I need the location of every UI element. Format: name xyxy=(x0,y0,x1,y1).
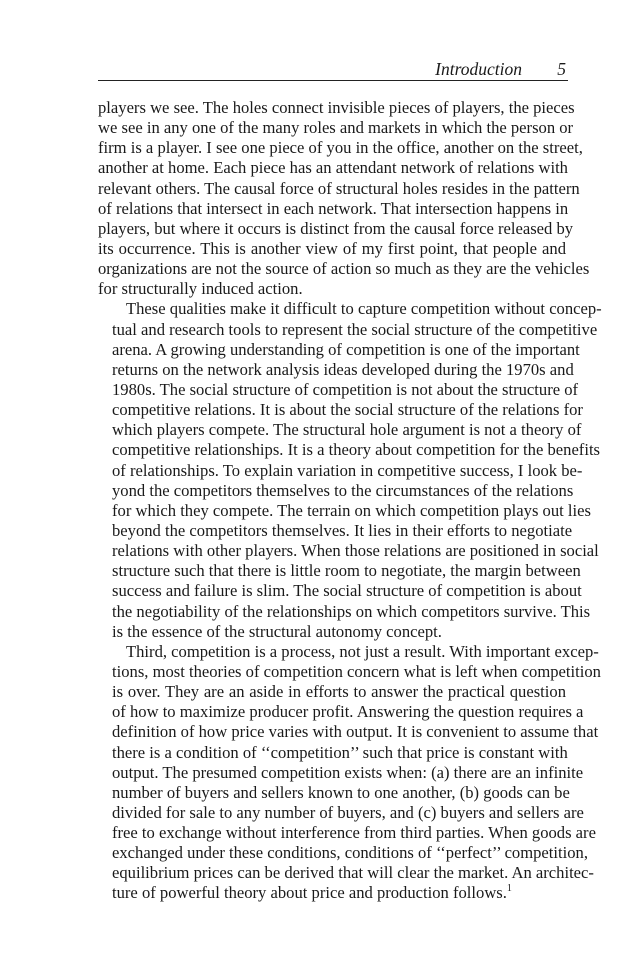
text-line: success and failure is slim. The social structure of competition is about xyxy=(112,581,582,601)
paragraph xyxy=(98,641,601,904)
text-line: its occurrence. This is another view of my first point, that people and xyxy=(98,238,566,258)
text-line: arena. A growing understanding of competition is one of the important xyxy=(112,339,580,359)
running-head-title: Introduction xyxy=(435,59,522,79)
text-line: another at home. Each piece has an attendant network of relations with xyxy=(98,158,568,178)
text-line: organizations are not the source of action so much as they are the vehicles xyxy=(98,259,590,279)
text-line: These qualities make it difficult to capture competition without concep- xyxy=(126,299,602,319)
text-line: there is a condition of ‘‘competition’’ such that price is constant with xyxy=(112,742,568,762)
paragraph xyxy=(98,98,590,299)
text-line: number of buyers and sellers known to one another, (b) goods can be xyxy=(112,782,570,802)
text-line: equilibrium prices can be derived that will clear the market. An architec- xyxy=(112,863,594,883)
text-line: the negotiability of the relationships on which competitors survive. This xyxy=(112,601,591,621)
text-line: returns on the network analysis ideas developed during the 1970s and xyxy=(112,359,574,379)
text-line: of relationships. To explain variation in competitive success, I look be- xyxy=(112,460,583,480)
footnote-marker[interactable]: 1 xyxy=(506,883,512,895)
text-line: beyond the competitors themselves. It lies in their efforts to negotiate xyxy=(112,520,573,540)
text-line: competitive relations. It is about the social structure of the relations for xyxy=(112,400,583,420)
text-line: divided for sale to any number of buyers, and (c) buyers and sellers are xyxy=(112,802,584,822)
text-line: free to exchange without interference from third parties. When goods are xyxy=(112,823,596,843)
text-line: tions, most theories of competition concern what is left when competition xyxy=(112,661,601,681)
text-line: definition of how price varies with output. It is convenient to assume that xyxy=(112,722,599,742)
text-line: relevant others. The causal force of structural holes resides in the pattern xyxy=(98,178,580,198)
text-line: firm is a player. I see one piece of you in the office, another on the street, xyxy=(98,138,583,158)
text-line: of relations that intersect in each network. That intersection happens in xyxy=(98,198,569,218)
paragraph xyxy=(98,299,602,641)
running-head xyxy=(98,58,568,82)
body-text xyxy=(98,98,602,904)
text-line: competitive relationships. It is a theory about competition for the benefits xyxy=(112,440,601,460)
text-line: players, but where it occurs is distinct from the causal force released by xyxy=(98,218,574,238)
text-line: relations with other players. When those relations are positioned in social xyxy=(112,541,599,561)
text-line: which players compete. The structural hole argument is not a theory of xyxy=(112,420,582,440)
text-line: output. The presumed competition exists when: (a) there are an infinite xyxy=(112,762,584,782)
text-line: we see in any one of the many roles and markets in which the person or xyxy=(98,118,574,138)
text-line: for which they compete. The terrain on which competition plays out lies xyxy=(112,500,591,520)
text-line: is over. They are an aside in efforts to answer the practical question xyxy=(112,682,566,702)
text-line: 1980s. The social structure of competition is not about the structure of xyxy=(112,379,579,399)
text-line: ture of powerful theory about price and production follows.$^1$ xyxy=(112,883,512,903)
page-number: 5 xyxy=(557,59,566,79)
text-line: for structurally induced action. xyxy=(98,279,303,299)
text-line: players we see. The holes connect invisible pieces of players, the pieces xyxy=(98,98,575,117)
text-line: of how to maximize producer profit. Answering the question requires a xyxy=(112,702,584,722)
text-line: tual and research tools to represent the social structure of the competitive xyxy=(112,319,598,339)
header-rule xyxy=(98,80,568,81)
text-line: structure such that there is little room to negotiate, the margin between xyxy=(112,561,581,581)
text-line: Third, competition is a process, not just a result. With important excep- xyxy=(126,641,599,661)
text-line: is the essence of the structural autonomy concept. xyxy=(112,621,442,641)
text-line: yond the competitors themselves to the circumstances of the relations xyxy=(112,480,574,500)
text-line: exchanged under these conditions, conditions of ‘‘perfect’’ competition, xyxy=(112,843,588,863)
